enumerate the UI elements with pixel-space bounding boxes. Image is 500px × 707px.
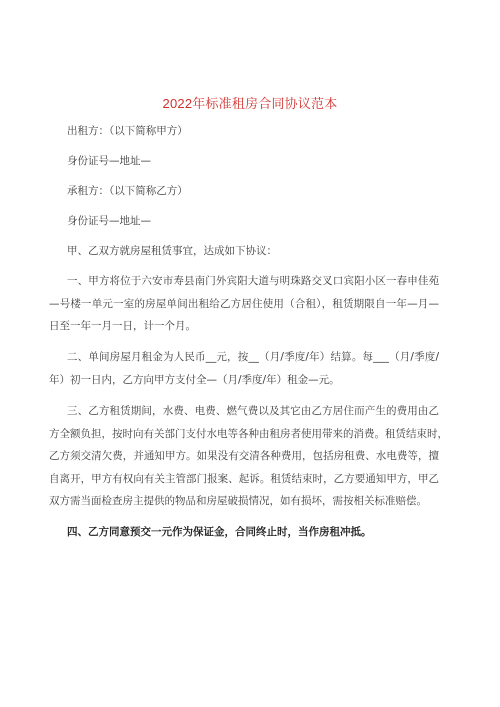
clause-3 (49, 400, 448, 513)
clause-2-line: 年）初一日内，乙方向甲方支付全—（月/季度/年）租金—元。 (49, 373, 340, 386)
clause-3-line: 三、乙方租赁期间，水费、电费、燃气费以及其它由乙方居住而产生的费用由乙 (67, 405, 439, 417)
clause-3-line: 自离开，甲方有权向有关主管部门报案、起诉。租赁结束时，乙方要通知甲方，甲乙 (49, 472, 439, 485)
clause-2-line: 二、单间房屋月租金为人民币__元，按__（月/季度/年）结算。每___（月/季度/ (67, 351, 439, 363)
document-title: 2022年标准租房合同协议范本 (162, 96, 338, 111)
lessee-id-line: 身份证号—地址— (67, 215, 151, 227)
clause-2 (49, 346, 439, 391)
clause-4: 四、乙方同意预交一元作为保证金，合同终止时，当作房租冲抵。 (67, 526, 372, 538)
lessee-line: 承租方：（以下简称乙方） (67, 185, 188, 197)
lessor-id-line: 身份证号—地址— (67, 155, 151, 167)
clause-1-line: 一、甲方将位于六安市寿县南门外宾阳大道与明珠路交叉口宾阳小区一春申佳苑 (67, 275, 439, 287)
clause-3-line: 乙方须交清欠费，并通知甲方。如果没有交清各种费用，包括房租费、水电费等，擅 (49, 450, 439, 462)
clause-1 (49, 270, 439, 338)
lessor-line: 出租方：（以下简称甲方） (67, 125, 188, 137)
agreement-intro: 甲、乙双方就房屋租赁事宜，达成如下协议： (67, 245, 277, 257)
clause-3-line: 双方需当面检查房主提供的物品和房屋破损情况，如有损坏，需按相关标准赔偿。 (49, 495, 427, 507)
clause-1-line: —号楼一单元一室的房屋单间出租给乙方居住使用（合租），租赁期限自一年—月— (49, 297, 439, 310)
clause-3-line: 方全额负担，按时向有关部门支付水电等各种由租房者使用带来的消费。租赁结束时， (49, 427, 448, 440)
clause-1-line: 日至一年一月一日，计一个月。 (49, 320, 196, 332)
